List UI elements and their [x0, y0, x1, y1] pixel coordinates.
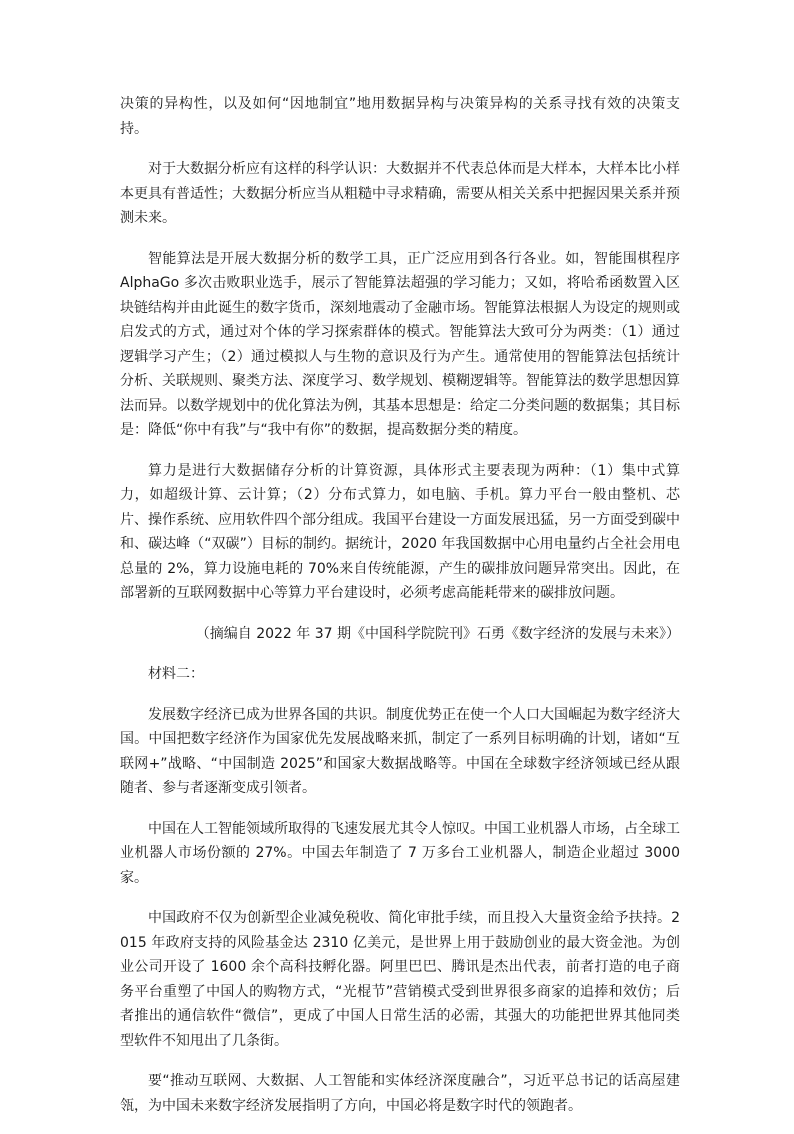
source-citation: （摘编自 2022 年 37 期《中国科学院院刊》石勇《数字经济的发展与未来》）: [195, 625, 680, 642]
paragraph-government-support: 中国政府不仅为创新型企业减免税收、简化审批手续，而且投入大量资金给予扶持。2015 年政府支持的风险基金达 2310 亿美元，是世界上用于鼓励创业的最大资金池。为创业公司开设了 1600 余个高科技孵化器。阿里巴巴、腾讯是杰出代表，前者打造的电子商务平台重塑了中国人的购物方式，“光棍节”营销模式受到世界很多商家的追捧和效仿；后者推出的通信软件“微信”，更成了中国人日常生活的必需，其强大的功能把世界其他同类型软件不知甩出了几条街。: [120, 910, 680, 1049]
material-two-heading: 材料二：: [148, 666, 204, 682]
paragraph-intelligent-algorithm: 智能算法是开展大数据分析的数学工具，正广泛应用到各行各业。如，智能围棋程序 AlphaGo 多次击败职业选手，展示了智能算法超强的学习能力；又如，将哈希函数置入区块链结构并由此诞生的数字货币，深刻地震动了金融市场。智能算法根据人为设定的规则或启发式的方式，通过对个体的学习探索群体的模式。智能算法大致可分为两类：（1）通过逻辑学习产生；（2）通过模拟人与生物的意识及行为产生。通常使用的智能算法包括统计分析、关联规则、聚类方法、深度学习、数学规划、模糊逻辑等。智能算法的数学思想因算法而异。以数学规划中的优化算法为例，其基本思想是：给定二分类问题的数据集；其目标是：降低“你中有我”与“我中有你”的数据，提高数据分类的精度。: [120, 250, 680, 438]
paragraph-ai-development: 中国在人工智能领域所取得的飞速发展尤其令人惊叹。中国工业机器人市场，占全球工业机器人市场份额的 27%。中国去年制造了 7 万多台工业机器人，制造企业超过 3000 家。: [120, 820, 680, 886]
paragraph-big-data-view: 对于大数据分析应有这样的科学认识：大数据并不代表总体而是大样本，大样本比小样本更具有普适性；大数据分析应当从粗糙中寻求精确，需要从相关关系中把握因果关系并预测未来。: [120, 161, 680, 226]
paragraph-integration: 要“推动互联网、大数据、人工智能和实体经济深度融合”，习近平总书记的话高屋建瓴，为中国未来数字经济发展指明了方向，中国必将是数字时代的领跑者。: [120, 1073, 680, 1114]
paragraph-digital-economy-consensus: 发展数字经济已成为世界各国的共识。制度优势正在使一个人口大国崛起为数字经济大国。中国把数字经济作为国家优先发展战略来抓，制定了一系列目标明确的计划，诸如“互联网+”战略、“中国制造 2025”和国家大数据战略等。中国在全球数字经济领域已经从跟随者、参与者逐渐变成引领者。: [120, 706, 680, 796]
paragraph-computing-power: 算力是进行大数据储存分析的计算资源，具体形式主要表现为两种：（1）集中式算力，如超级计算、云计算；（2）分布式算力，如电脑、手机。算力平台一般由整机、芯片、操作系统、应用软件四个部分组成。我国平台建设一方面发展迅猛，另一方面受到碳中和、碳达峰（“双碳”）目标的制约。据统计，2020 年我国数据中心用电量约占全社会用电总量的 2%，算力设施电耗的 70%来自传统能源，产生的碳排放问题异常突出。因此，在部署新的互联网数据中心等算力平台建设时，必须考虑高能耗带来的碳排放问题。: [120, 462, 680, 601]
paragraph-continuation: 决策的异构性，以及如何“因地制宜”地用数据异构与决策异构的关系寻找有效的决策支持。: [120, 96, 680, 137]
document-page: [120, 92, 680, 1134]
